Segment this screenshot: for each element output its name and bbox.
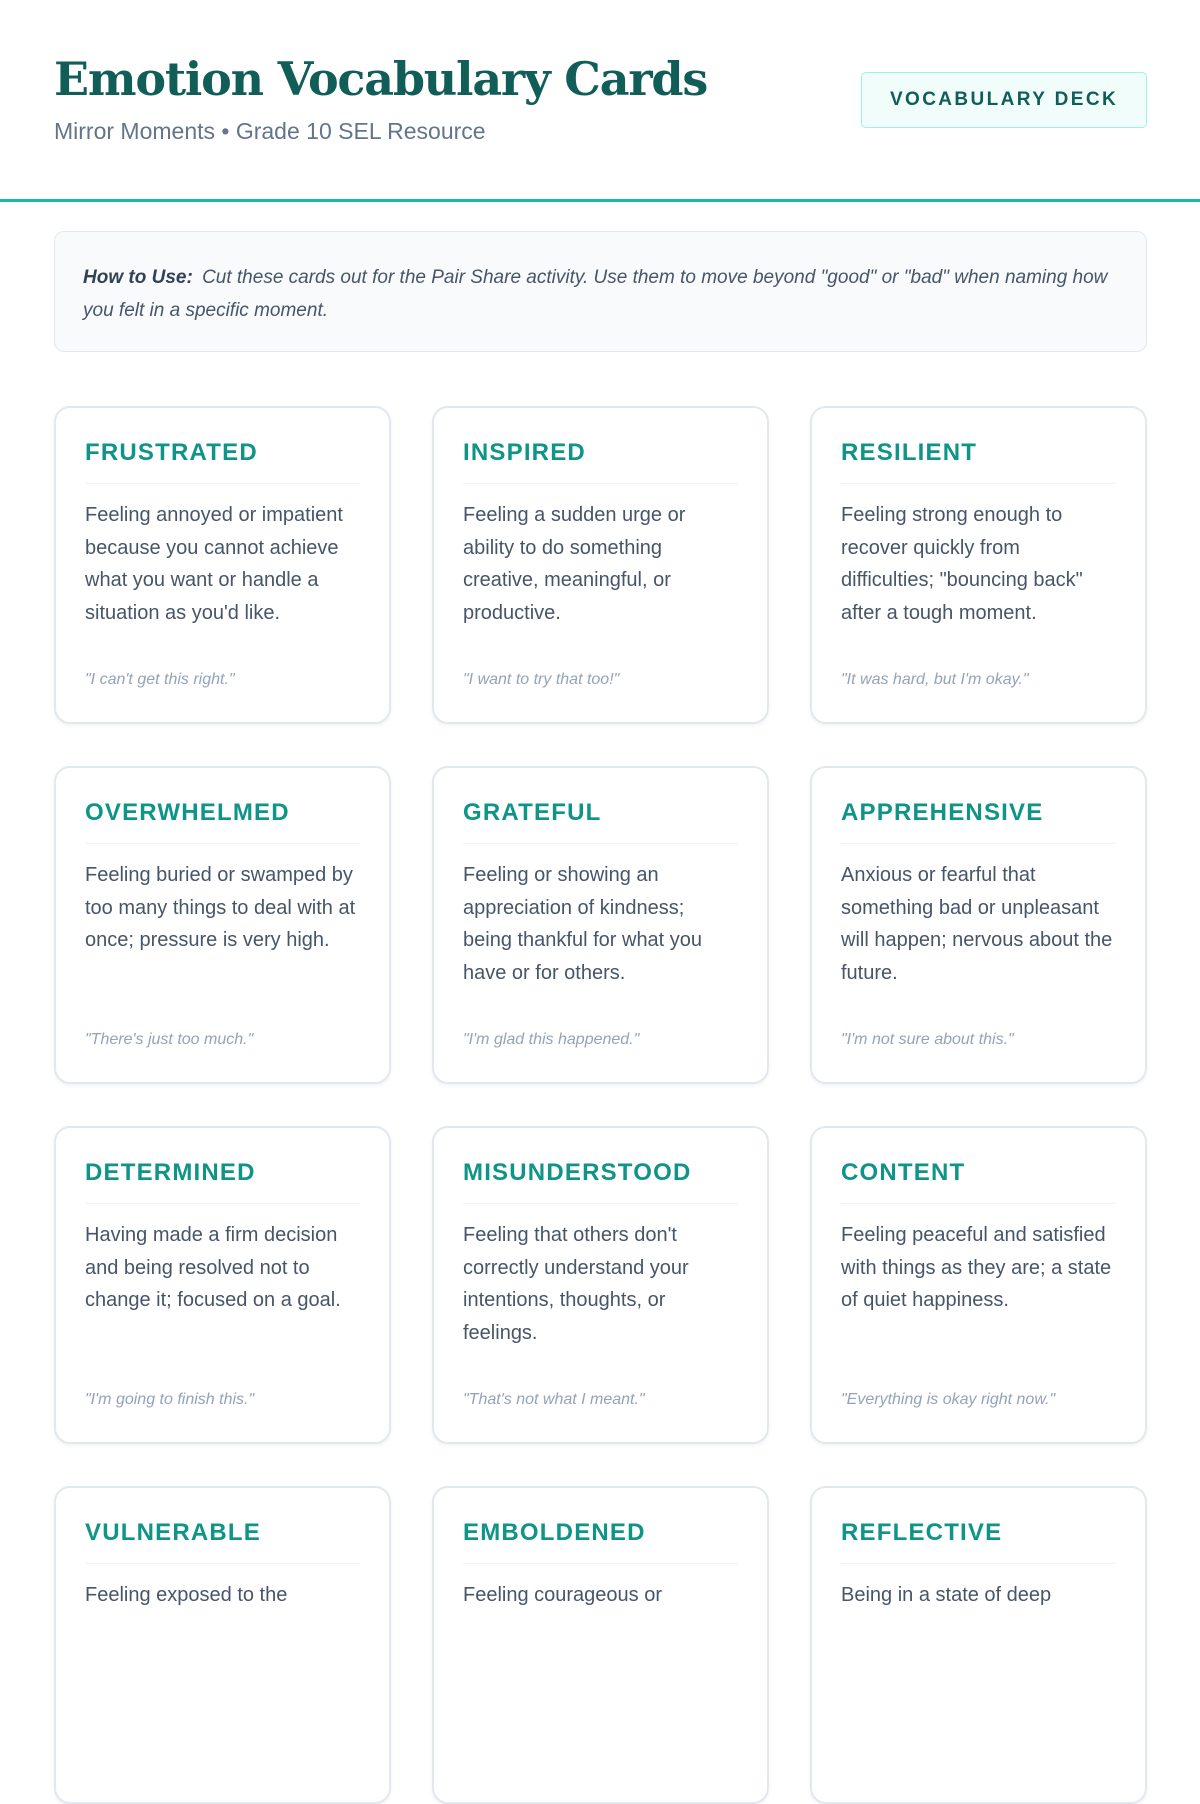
emotion-card [432, 766, 769, 1084]
emotion-card [432, 406, 769, 724]
card-word: FRUSTRATED [85, 439, 360, 484]
page-subtitle: Mirror Moments • Grade 10 SEL Resource [54, 118, 486, 144]
card-word: APPREHENSIVE [841, 799, 1116, 844]
card-example-quote: "I'm going to finish this." [85, 1391, 255, 1408]
card-word: EMBOLDENED [463, 1519, 738, 1564]
card-word: CONTENT [841, 1159, 1116, 1204]
emotion-card [432, 1486, 769, 1804]
card-definition: Feeling exposed to the [85, 1584, 288, 1606]
card-definition: Feeling annoyed or impatient because you cannot achieve what you want or handle a situation as you'd like. [85, 504, 343, 624]
card-word: REFLECTIVE [841, 1519, 1116, 1564]
card-definition: Feeling a sudden urge or ability to do something creative, meaningful, or productive. [463, 504, 686, 624]
card-definition: Feeling buried or swamped by too many things to deal with at once; pressure is very high. [85, 864, 356, 951]
card-word: INSPIRED [463, 439, 738, 484]
emotion-card [54, 406, 391, 724]
page-title: Emotion Vocabulary Cards [54, 52, 708, 106]
emotion-card [810, 1126, 1147, 1444]
card-example-quote: "It was hard, but I'm okay." [841, 671, 1029, 688]
emotion-card [54, 1486, 391, 1804]
card-word: DETERMINED [85, 1159, 360, 1204]
card-example-quote: "Everything is okay right now." [841, 1391, 1056, 1408]
card-example-quote: "I'm not sure about this." [841, 1031, 1014, 1048]
card-example-quote: "I'm glad this happened." [463, 1031, 640, 1048]
card-definition: Being in a state of deep [841, 1584, 1052, 1606]
how-to-use-box [54, 231, 1147, 352]
card-word: MISUNDERSTOOD [463, 1159, 738, 1204]
emotion-card [432, 1126, 769, 1444]
card-definition: Feeling courageous or [463, 1584, 663, 1606]
vocabulary-deck-badge: VOCABULARY DECK [861, 72, 1147, 128]
card-definition: Feeling or showing an appreciation of kindness; being thankful for what you have or for others. [463, 864, 703, 984]
emotion-card [810, 406, 1147, 724]
card-example-quote: "I want to try that too!" [463, 671, 620, 688]
emotion-card [810, 1486, 1147, 1804]
how-to-use-text: Cut these cards out for the Pair Share activity. Use them to move beyond "good" or "bad" when naming how you felt in a specific moment. [83, 267, 1108, 321]
how-to-use-label: How to Use: [83, 267, 193, 288]
card-word: OVERWHELMED [85, 799, 360, 844]
emotion-card [54, 766, 391, 1084]
card-definition: Feeling that others don't correctly understand your intentions, thoughts, or feelings. [463, 1224, 689, 1344]
card-definition: Feeling strong enough to recover quickly from difficulties; "bouncing back" after a tough moment. [841, 504, 1083, 624]
card-example-quote: "There's just too much." [85, 1031, 254, 1048]
emotion-card [810, 766, 1147, 1084]
card-example-quote: "I can't get this right." [85, 671, 235, 688]
card-word: VULNERABLE [85, 1519, 360, 1564]
card-word: GRATEFUL [463, 799, 738, 844]
page-header [0, 0, 1200, 202]
card-definition: Feeling peaceful and satisfied with things as they are; a state of quiet happiness. [841, 1224, 1112, 1311]
card-definition: Having made a firm decision and being resolved not to change it; focused on a goal. [85, 1224, 341, 1311]
emotion-card [54, 1126, 391, 1444]
card-example-quote: "That's not what I meant." [463, 1391, 645, 1408]
card-word: RESILIENT [841, 439, 1116, 484]
card-definition: Anxious or fearful that something bad or unpleasant will happen; nervous about the future. [841, 864, 1113, 984]
